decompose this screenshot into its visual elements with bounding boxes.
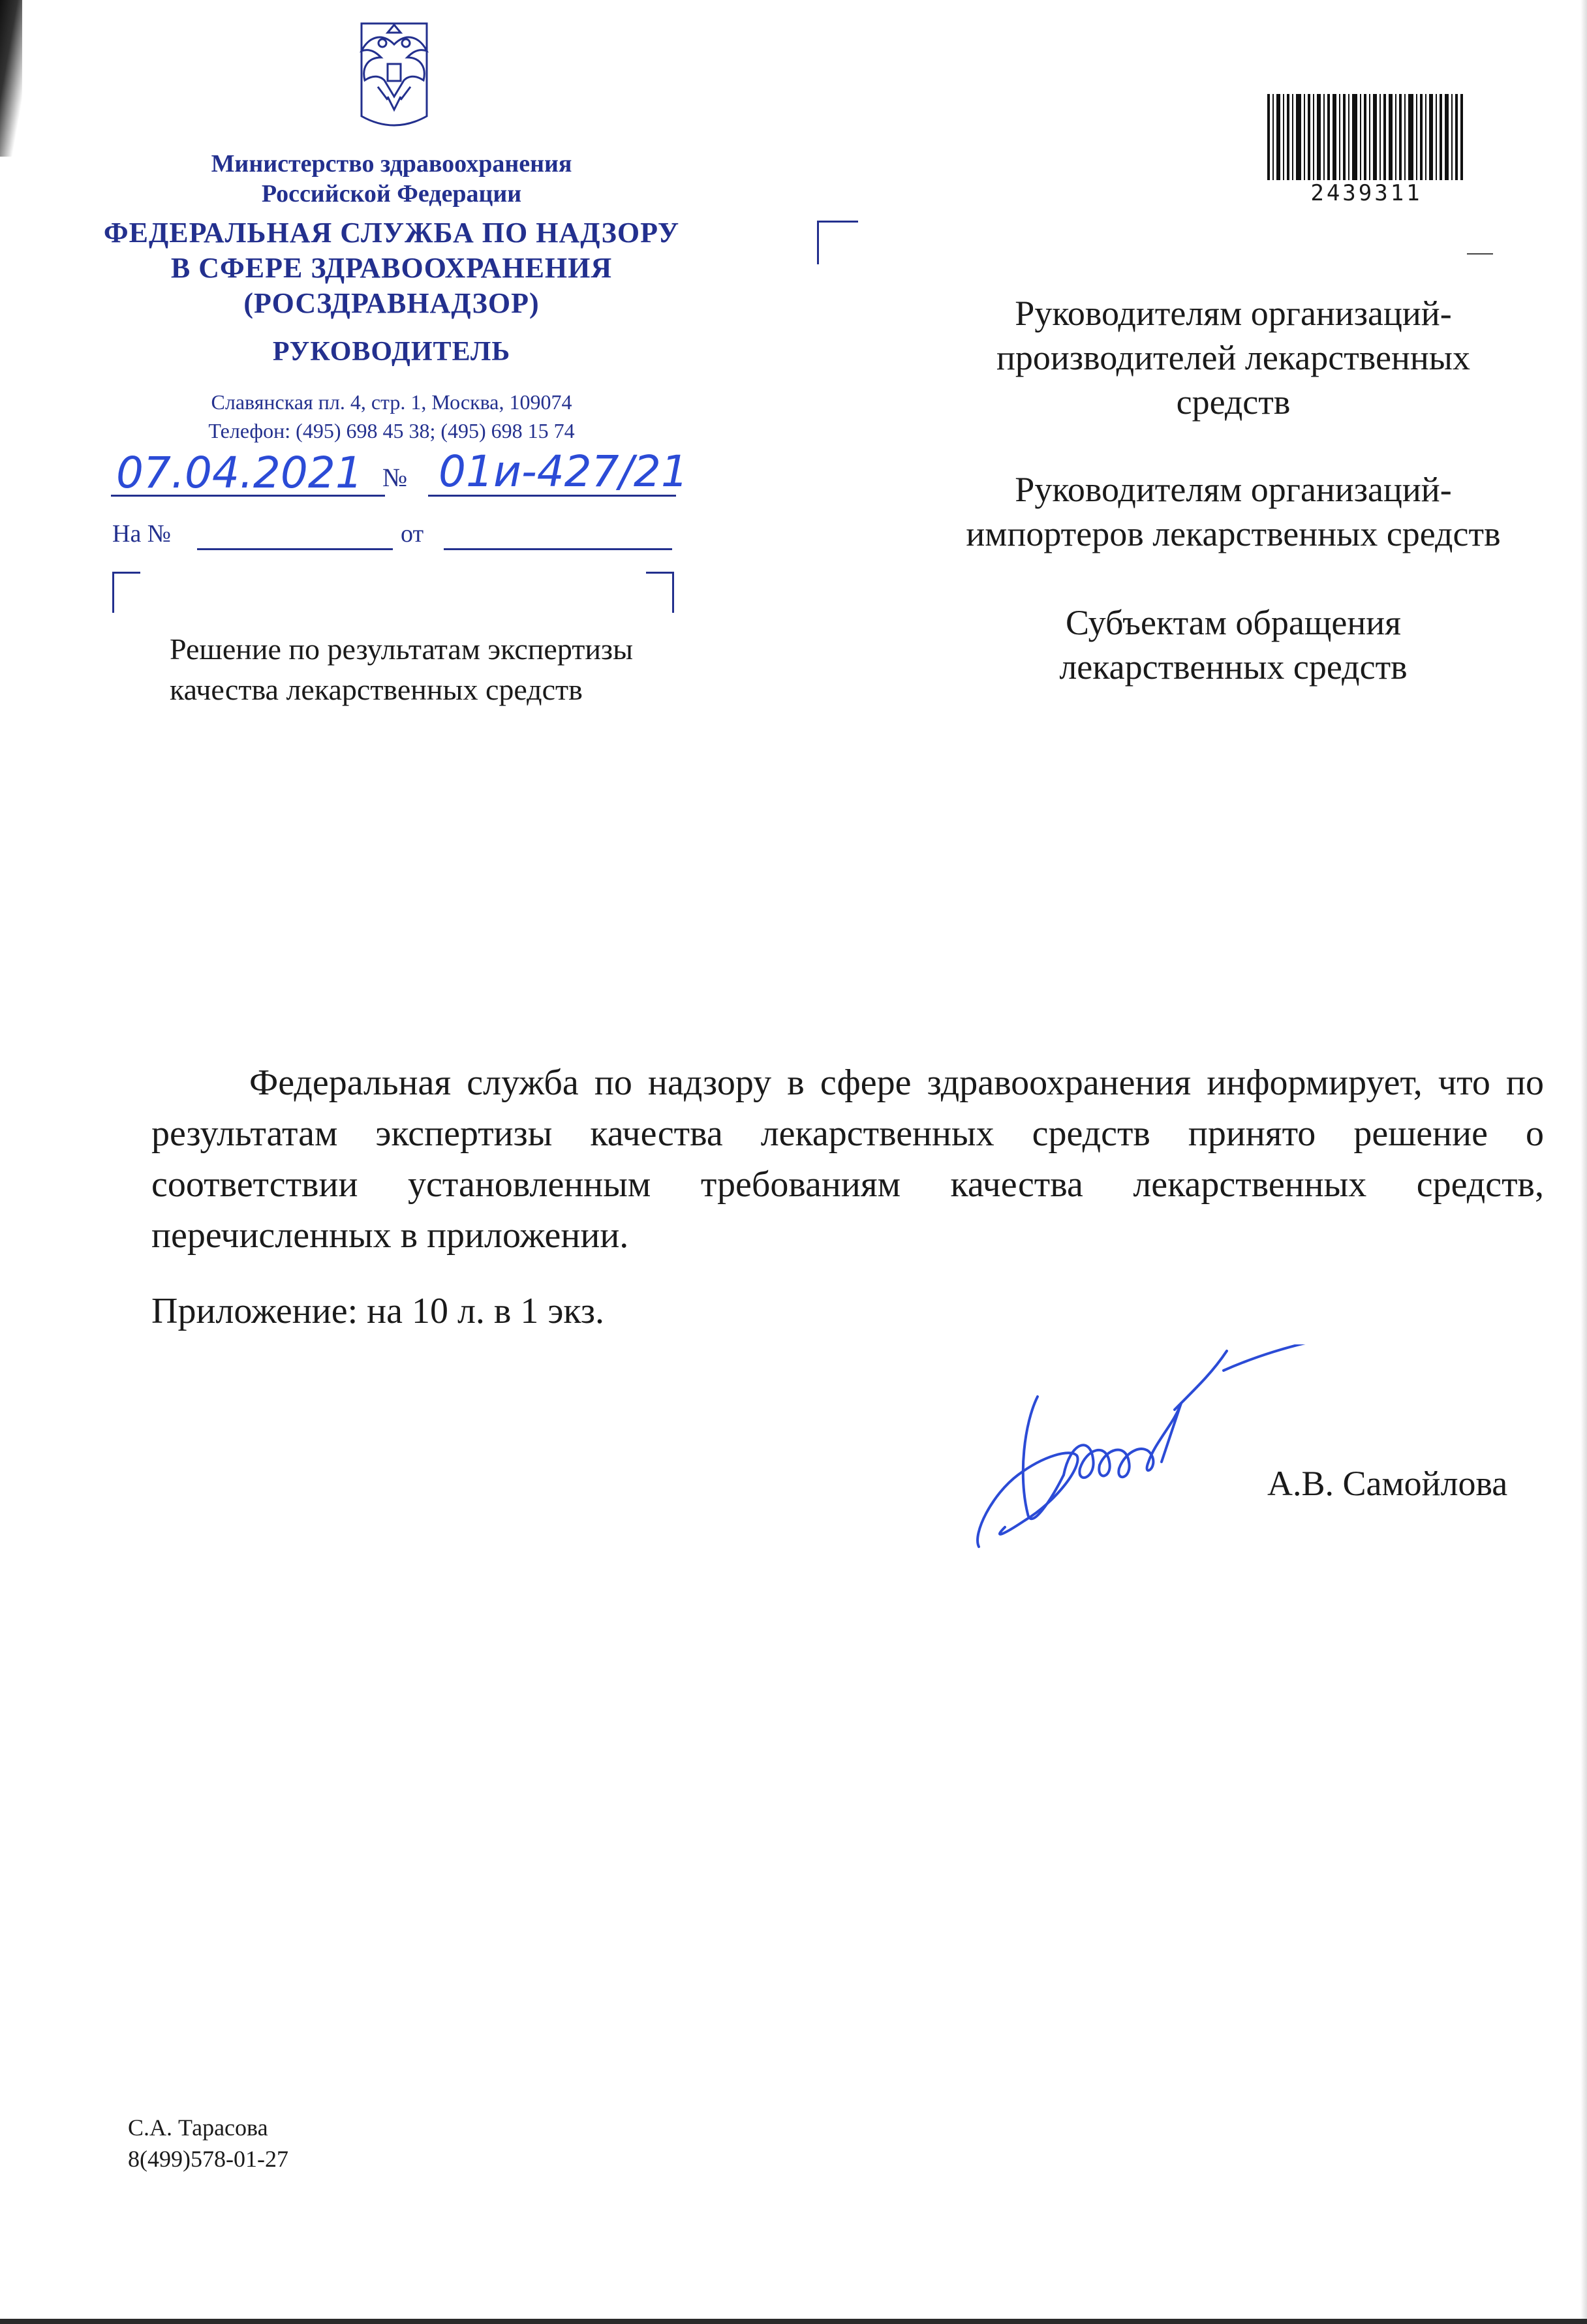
address: Славянская пл. 4, стр. 1, Москва, 109074 <box>211 390 572 414</box>
position-title: РУКОВОДИТЕЛЬ <box>272 337 511 367</box>
reply-from: от <box>401 520 424 548</box>
executor-info <box>128 2112 288 2175</box>
address-bracket-right <box>1467 253 1493 255</box>
service-name <box>98 215 685 321</box>
addressee-2-line-2: импортеров лекарственных средств <box>966 514 1501 553</box>
scan-edge-right <box>1580 0 1587 2324</box>
subject-bracket-right <box>646 572 674 613</box>
signer-name: А.В. Самойлова <box>1267 1464 1508 1503</box>
barcode-number: 2439311 <box>1310 180 1423 206</box>
addressee-3-line-2: лекарственных средств <box>1059 647 1408 687</box>
scan-edge-bottom <box>0 2319 1587 2324</box>
letter-subject <box>170 629 705 710</box>
contacts <box>98 388 685 445</box>
addressee-1-line-3: средств <box>1176 382 1291 422</box>
service-line-2: В СФЕРЕ ЗДРАВООХРАНЕНИЯ <box>170 252 613 284</box>
number-sign: № <box>382 463 408 492</box>
addressee-3 <box>914 600 1553 689</box>
registration-date: 07.04.2021 <box>116 448 363 498</box>
addressee-1-line-2: производителей лекарственных <box>996 338 1471 377</box>
scan-edge-shadow <box>0 0 22 157</box>
service-line-3: (РОСЗДРАВНАДЗОР) <box>243 287 540 319</box>
handwritten-signature-icon <box>966 1344 1357 1566</box>
service-line-1: ФЕДЕРАЛЬНАЯ СЛУЖБА ПО НАДЗОРУ <box>103 217 680 249</box>
addressee-1-line-1: Руководителям организаций- <box>1015 294 1452 333</box>
attachment-note: Приложение: на 10 л. в 1 экз. <box>151 1291 604 1331</box>
reply-number-line <box>197 548 393 550</box>
ministry-name <box>98 149 685 209</box>
barcode-icon <box>1267 91 1466 183</box>
address-bracket-left <box>817 221 858 264</box>
body-paragraph: Федеральная служба по надзору в сфере здравоохранения информирует, что по результатам экспертизы качества лекарственных средств принято решение о соответствии установленным требованиям качества лекарственных средств, перечисленных в приложении. <box>151 1062 1544 1256</box>
reply-date-line <box>444 548 672 550</box>
phones: Телефон: (495) 698 45 38; (495) 698 15 74 <box>208 419 575 442</box>
addressee-1 <box>914 291 1553 424</box>
executor-name: С.А. Тарасова <box>128 2115 268 2141</box>
registration-number: 01и-427/21 <box>439 446 688 497</box>
russian-coat-of-arms-icon <box>342 18 446 136</box>
subject-bracket-left <box>112 572 140 613</box>
letter-body <box>151 1057 1544 1261</box>
subject-line-1: Решение по результатам экспертизы <box>170 632 634 666</box>
executor-phone: 8(499)578-01-27 <box>128 2146 288 2172</box>
addressee-3-line-1: Субъектам обращения <box>1065 603 1402 642</box>
reply-prefix: На № <box>112 520 172 548</box>
addressee-2 <box>914 467 1553 556</box>
ministry-line-2: Российской Федерации <box>261 180 522 208</box>
subject-line-2: качества лекарственных средств <box>170 673 583 706</box>
addressee-2-line-1: Руководителям организаций- <box>1015 470 1452 509</box>
ministry-line-1: Министерство здравоохранения <box>211 150 572 178</box>
